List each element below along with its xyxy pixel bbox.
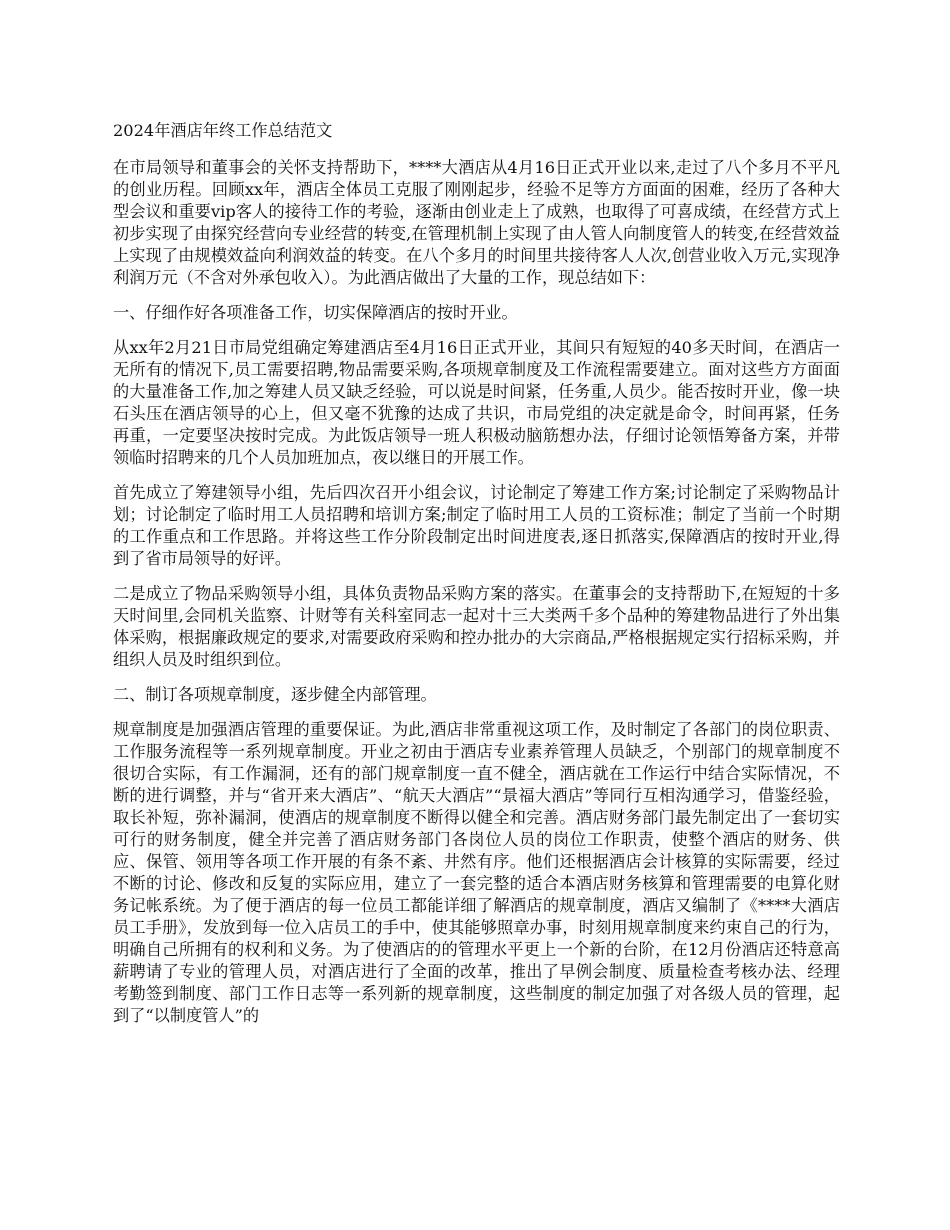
section-heading-1: 一、仔细作好各项准备工作，切实保障酒店的按时开业。 [113,303,518,322]
paragraph-regulations: 规章制度是加强酒店管理的重要保证。为此,酒店非常重视这项工作，及时制定了各部门的岗位职责、工作服务流程等一系列规章制度。开业之初由于酒店专业素养管理人员缺乏，个别部门的规章制度不很切合实际，有工作漏洞，还有的部门规章制度一直不健全，酒店就在工作运行中结合实际情况，不断的进行调整，并与“省开来大酒店”、“航天大酒店”“景福大酒店”等同行互相沟通学习，借鉴经验，取长补短，弥补漏洞，使酒店的规章制度不断得以健全和完善。酒店财务部门最先制定出了一套切实可行的财务制度，健全并完善了酒店财务部门各岗位人员的岗位工作职责，使整个酒店的财务、供应、保管、领用等各项工作开展的有条不紊、井然有序。他们还根据酒店会计核算的实际需要，经过不断的讨论、修改和反复的实际应用，建立了一套完整的适合本酒店财务核算和管理需要的电算化财务记帐系统。为了便于酒店的每一位员工都能详细了解酒店的规章制度，酒店又编制了《****大酒店员工手册》，发放到每一位入店员工的手中，使其能够照章办事，时刻用规章制度来约束自己的行为，明确自己所拥有的权利和义务。为了使酒店的的管理水平更上一个新的台阶，在12月份酒店还特意高薪聘请了专业的管理人员，对酒店进行了全面的改革，推出了早例会制度、质量检查考核办法、经理考勤签到制度、部门工作日志等一系列新的规章制度，这些制度的制定加强了对各级人员的管理，起到了“以制度管人”的 [113,720,840,1025]
paragraph-leadership-group: 首先成立了筹建领导小组，先后四次召开小组会议，讨论制定了筹建工作方案;讨论制定了采购物品计划；讨论制定了临时用工人员招聘和培训方案;制定了临时用工人员的工资标准；制定了当前一个时期的工作重点和工作思路。并将这些工作分阶段制定出时间进度表,逐日抓落实,保障酒店的按时开业,得到了省市局领导的好评。 [113,483,840,568]
document-title: 2024年酒店年终工作总结范文 [113,121,333,140]
paragraph-preparation: 从xx年2月21日市局党组确定筹建酒店至4月16日正式开业，其间只有短短的40多天时间，在酒店一无所有的情况下,员工需要招聘,物品需要采购,各项规章制度及工作流程需要建立。面对这些方方面面的大量准备工作,加之筹建人员又缺乏经验，可以说是时间紧，任务重,人员少。能否按时开业，像一块石头压在酒店领导的心上，但又毫不犹豫的达成了共识，市局党组的决定就是命令，时间再紧，任务再重，一定要坚决按时完成。为此饭店领导一班人积极动脑筋想办法，仔细讨论领悟筹备方案，并带领临时招聘来的几个人员加班加点，夜以继日的开展工作。 [113,338,840,467]
document-page [113,120,840,1040]
section-heading-2: 二、制订各项规章制度，逐步健全内部管理。 [113,685,437,704]
paragraph-intro: 在市局领导和董事会的关怀支持帮助下，****大酒店从4月16日正式开业以来,走过了八个多月不平凡的创业历程。回顾xx年，酒店全体员工克服了刚刚起步，经验不足等方方面面的困难，经历了各种大型会议和重要vip客人的接待工作的考验，逐渐由创业走上了成熟，也取得了可喜成绩，在经营方式上初步实现了由探究经营向专业经营的转变,在管理机制上实现了由人管人向制度管人的转变,在经营效益上实现了由规模效益向利润效益的转变。在八个多月的时间里共接待客人人次,创营业收入万元,实现净利润万元（不含对外承包收入）。为此酒店做出了大量的工作，现总结如下： [113,158,840,287]
paragraph-procurement: 二是成立了物品采购领导小组，具体负责物品采购方案的落实。在董事会的支持帮助下,在短短的十多天时间里,会同机关监察、计财等有关科室同志一起对十三大类两千多个品种的筹建物品进行了外出集体采购，根据廉政规定的要求,对需要政府采购和控办批办的大宗商品,严格根据规定实行招标采购，并组织人员及时组织到位。 [113,584,840,669]
